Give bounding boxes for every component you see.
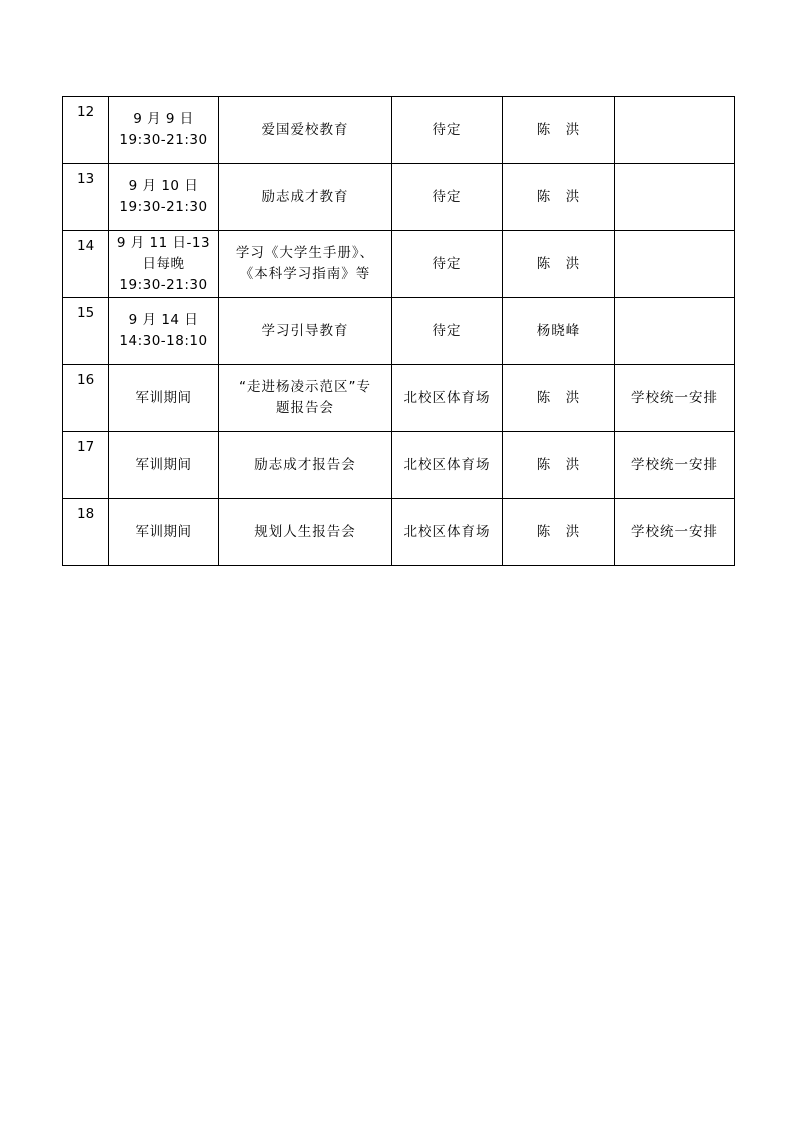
place-cell: 北校区体育场 xyxy=(392,499,503,566)
date-cell xyxy=(109,499,219,566)
remark-cell xyxy=(615,164,735,231)
date-line: 9 月 14 日 xyxy=(128,312,199,328)
table-row xyxy=(63,365,735,432)
person-cell: 陈 洪 xyxy=(503,432,615,499)
row-number-cell: 18 xyxy=(63,499,109,566)
place-cell: 待定 xyxy=(392,164,503,231)
remark-cell: 学校统一安排 xyxy=(615,365,735,432)
topic-cell xyxy=(219,231,392,298)
table-row xyxy=(63,231,735,298)
row-number-cell: 14 xyxy=(63,231,109,298)
place-cell: 北校区体育场 xyxy=(392,365,503,432)
topic-line: 励志成才教育 xyxy=(261,188,349,205)
table-row xyxy=(63,97,735,164)
table-row xyxy=(63,164,735,231)
place-cell: 待定 xyxy=(392,231,503,298)
place-cell: 待定 xyxy=(392,97,503,164)
topic-line: 爱国爱校教育 xyxy=(261,121,349,138)
topic-line: 规划人生报告会 xyxy=(254,523,356,540)
date-line: 日每晚 xyxy=(142,255,185,272)
date-line: 军训期间 xyxy=(135,456,192,473)
row-number-cell: 16 xyxy=(63,365,109,432)
row-number-cell: 12 xyxy=(63,97,109,164)
topic-cell xyxy=(219,97,392,164)
topic-line: “走进杨凌示范区”专 xyxy=(239,379,371,395)
date-cell xyxy=(109,164,219,231)
place-cell: 待定 xyxy=(392,298,503,365)
person-cell: 陈 洪 xyxy=(503,365,615,432)
topic-line: 学习引导教育 xyxy=(261,322,349,339)
date-line: 19:30-21:30 xyxy=(119,276,208,293)
topic-line: 学习《大学生手册》、 xyxy=(235,245,375,261)
date-line: 9 月 11 日-13 xyxy=(116,234,211,251)
remark-cell: 学校统一安排 xyxy=(615,432,735,499)
person-cell: 陈 洪 xyxy=(503,97,615,164)
person-cell: 陈 洪 xyxy=(503,499,615,566)
topic-cell xyxy=(219,164,392,231)
place-cell: 北校区体育场 xyxy=(392,432,503,499)
remark-cell xyxy=(615,97,735,164)
date-line: 19:30-21:30 xyxy=(119,199,208,215)
remark-cell xyxy=(615,231,735,298)
topic-cell xyxy=(219,298,392,365)
remark-cell xyxy=(615,298,735,365)
topic-cell xyxy=(219,365,392,432)
topic-line: 励志成才报告会 xyxy=(254,456,356,473)
row-number-cell: 15 xyxy=(63,298,109,365)
date-line: 9 月 10 日 xyxy=(128,178,199,194)
date-cell xyxy=(109,97,219,164)
date-line: 军训期间 xyxy=(135,389,192,406)
date-line: 14:30-18:10 xyxy=(119,333,208,349)
topic-cell xyxy=(219,499,392,566)
schedule-table xyxy=(62,96,735,566)
date-cell xyxy=(109,298,219,365)
row-number-cell: 17 xyxy=(63,432,109,499)
person-cell: 陈 洪 xyxy=(503,231,615,298)
remark-cell: 学校统一安排 xyxy=(615,499,735,566)
table-row xyxy=(63,499,735,566)
schedule-table-body xyxy=(63,97,735,566)
person-cell: 杨晓峰 xyxy=(503,298,615,365)
date-cell xyxy=(109,365,219,432)
date-line: 19:30-21:30 xyxy=(119,132,208,148)
topic-line: 《本科学习指南》等 xyxy=(239,266,371,282)
person-cell: 陈 洪 xyxy=(503,164,615,231)
date-cell xyxy=(109,432,219,499)
date-cell xyxy=(109,231,219,298)
topic-line: 题报告会 xyxy=(276,400,334,416)
date-line: 9 月 9 日 xyxy=(133,111,194,127)
date-line: 军训期间 xyxy=(135,523,192,540)
table-row xyxy=(63,298,735,365)
row-number-cell: 13 xyxy=(63,164,109,231)
topic-cell xyxy=(219,432,392,499)
table-row xyxy=(63,432,735,499)
